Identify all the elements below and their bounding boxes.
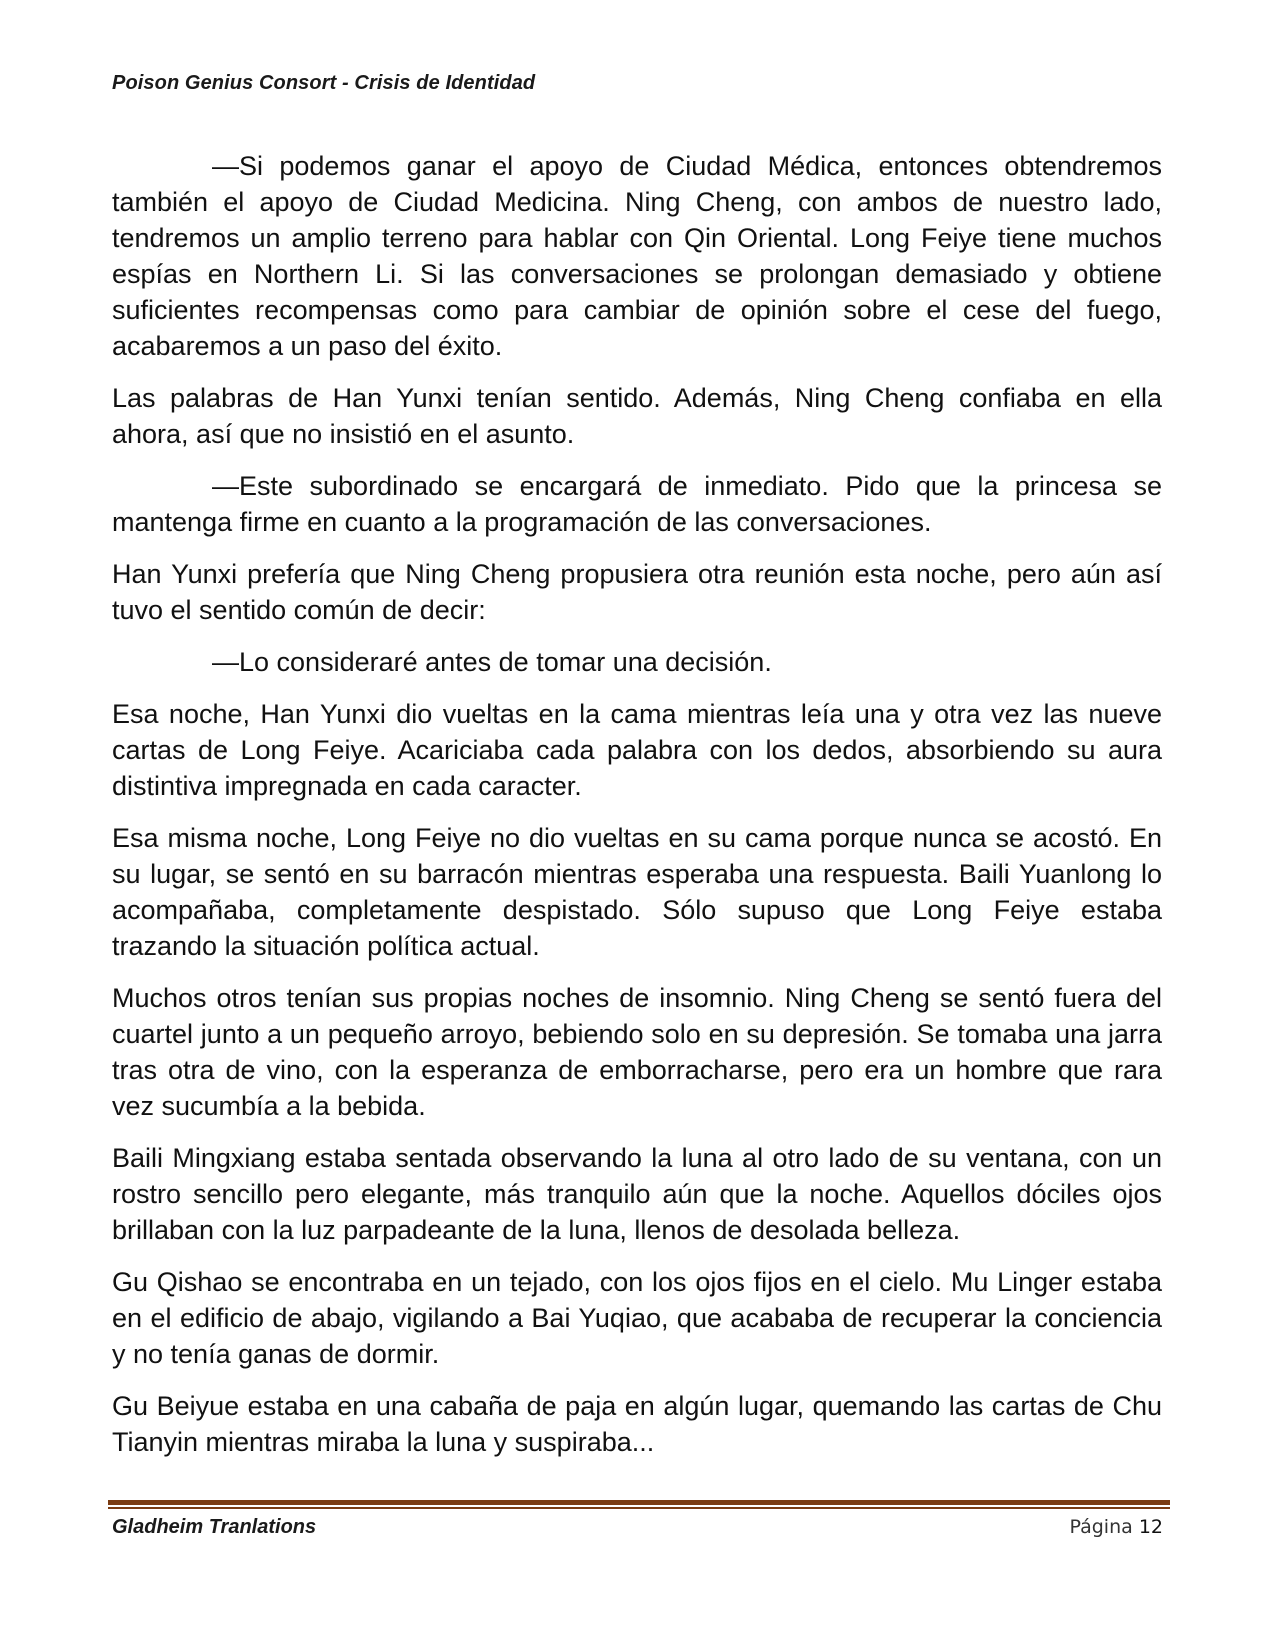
paragraph-10: Gu Qishao se encontraba en un tejado, con los ojos fijos en el cielo. Mu Linger estaba en el edificio de abajo, vigilando a Bai Yuqiao, que acababa de recuperar la conciencia y no tenía ganas de dormir. bbox=[112, 1267, 1162, 1369]
footer-page-indicator bbox=[1069, 1516, 1163, 1538]
paragraph-2: Las palabras de Han Yunxi tenían sentido. Además, Ning Cheng confiaba en ella ahora, así que no insistió en el asunto. bbox=[112, 383, 1162, 449]
paragraph-11: Gu Beiyue estaba en una cabaña de paja en algún lugar, quemando las cartas de Chu Tianyin mientras miraba la luna y suspiraba... bbox=[112, 1391, 1162, 1457]
page-number: 12 bbox=[1138, 1516, 1163, 1538]
footer-divider-thick bbox=[108, 1500, 1170, 1505]
footer-divider-thin bbox=[108, 1507, 1170, 1509]
paragraph-4: Han Yunxi prefería que Ning Cheng propusiera otra reunión esta noche, pero aún así tuvo el sentido común de decir: bbox=[112, 559, 1162, 625]
paragraph-8: Muchos otros tenían sus propias noches de insomnio. Ning Cheng se sentó fuera del cuartel junto a un pequeño arroyo, bebiendo solo en su depresión. Se tomaba una jarra tras otra de vino, con la esperanza de emborracharse, pero era un hombre que rara vez sucumbía a la bebida. bbox=[112, 983, 1162, 1121]
paragraph-3: —Este subordinado se encargará de inmediato. Pido que la princesa se mantenga firme en cuanto a la programación de las conversaciones. bbox=[112, 471, 1162, 537]
footer-publisher: Gladheim Tranlations bbox=[112, 1516, 317, 1538]
paragraph-1: —Si podemos ganar el apoyo de Ciudad Médica, entonces obtendremos también el apoyo de Ciudad Medicina. Ning Cheng, con ambos de nuestro lado, tendremos un amplio terreno para hablar con Qin Oriental. Long Feiye tiene muchos espías en Northern Li. Si las conversaciones se prolongan demasiado y obtiene suficientes recompensas como para cambiar de opinión sobre el cese del fuego, acabaremos a un paso del éxito. bbox=[112, 151, 1162, 361]
page-body bbox=[112, 148, 1162, 1476]
paragraph-6: Esa noche, Han Yunxi dio vueltas en la cama mientras leía una y otra vez las nueve cartas de Long Feiye. Acariciaba cada palabra con los dedos, absorbiendo su aura distintiva impregnada en cada caracter. bbox=[112, 699, 1162, 801]
paragraph-7: Esa misma noche, Long Feiye no dio vueltas en su cama porque nunca se acostó. En su lugar, se sentó en su barracón mientras esperaba una respuesta. Baili Yuanlong lo acompañaba, completamente despistado. Sólo supuso que Long Feiye estaba trazando la situación política actual. bbox=[112, 823, 1162, 961]
paragraph-5: —Lo consideraré antes de tomar una decisión. bbox=[212, 647, 772, 677]
running-header-title: Poison Genius Consort - Crisis de Identidad bbox=[112, 72, 536, 94]
paragraph-9: Baili Mingxiang estaba sentada observando la luna al otro lado de su ventana, con un rostro sencillo pero elegante, más tranquilo aún que la noche. Aquellos dóciles ojos brillaban con la luz parpadeante de la luna, llenos de desolada belleza. bbox=[112, 1143, 1162, 1245]
page-label: Página bbox=[1069, 1516, 1133, 1538]
